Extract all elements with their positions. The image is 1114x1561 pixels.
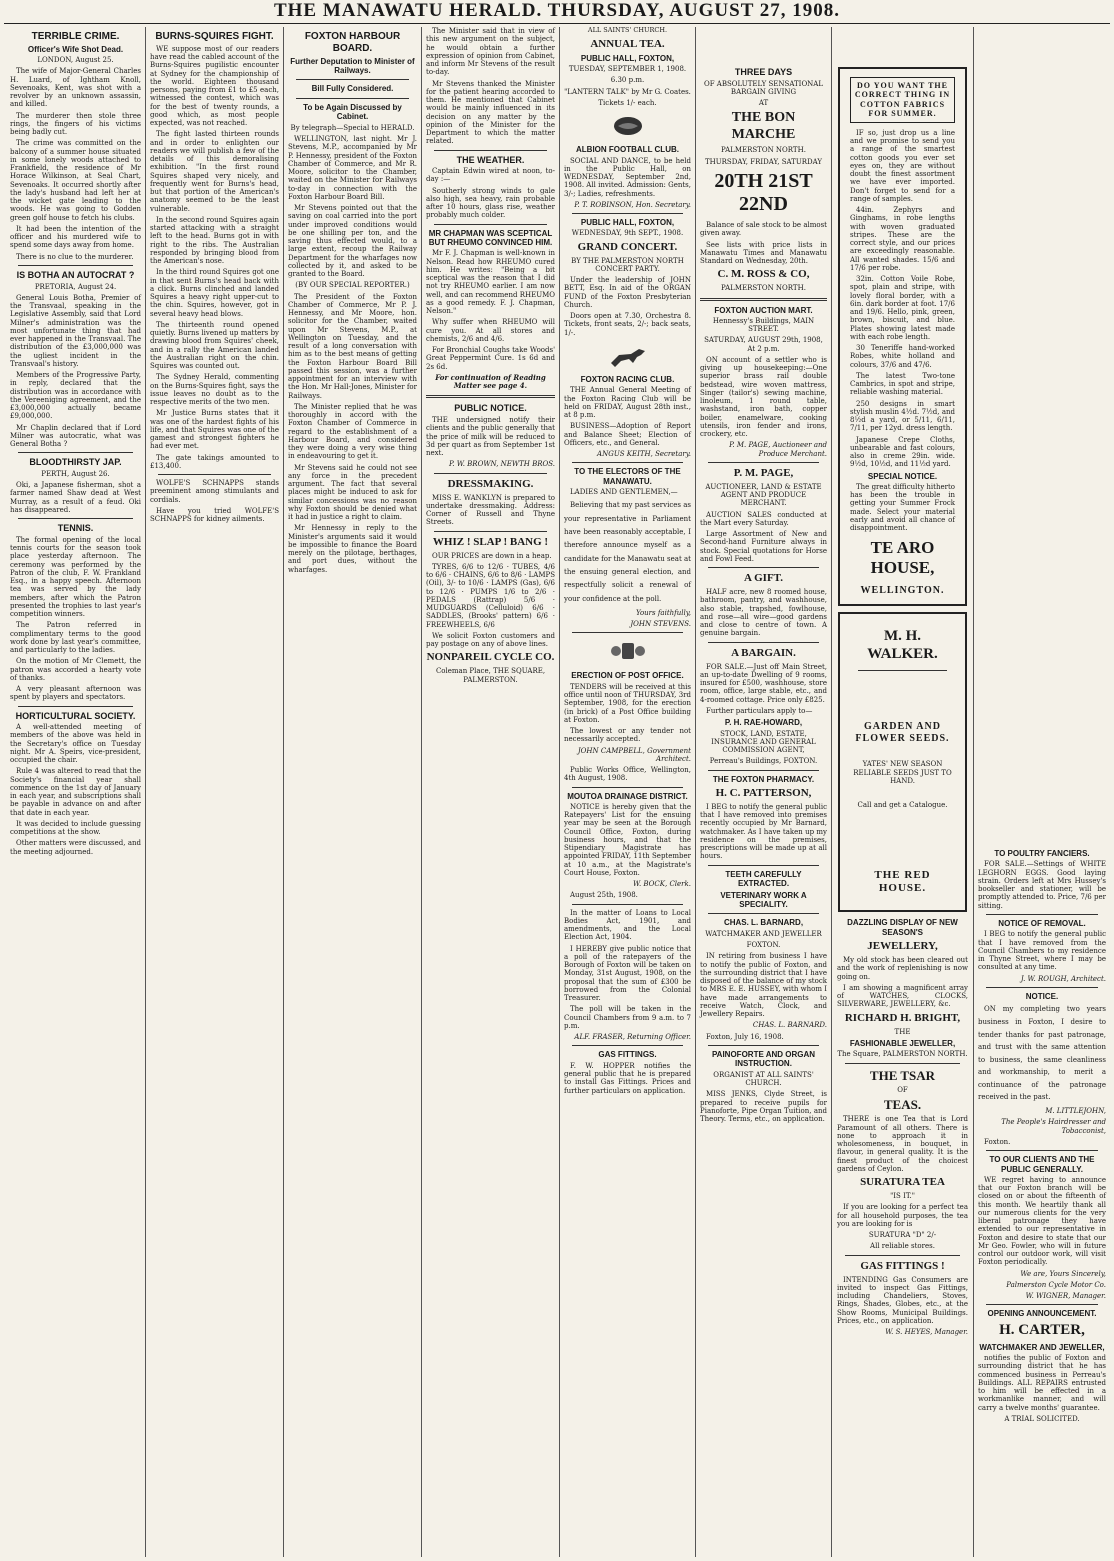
article-paragraph: August 25th, 1908. (570, 891, 638, 900)
ad-line: VETERINARY WORK A SPECIALITY. (720, 890, 807, 910)
signature: JOHN STEVENS. (630, 620, 691, 629)
sale-dates: 20TH 21ST 22ND (714, 169, 813, 216)
church-name: ALL SAINTS' CHURCH. (587, 27, 668, 34)
headline-teas: TEAS. (883, 1097, 922, 1113)
article-paragraph: notifies the public of Foxton and surrounding district that he has commenced business in Perreau's Buildings. ALL REPAIRS entrusted to him will be effected in a workmanlike manner, and will carry a twelve months' guarantee. (978, 1354, 1106, 1412)
divider (708, 462, 819, 463)
divider (296, 98, 409, 99)
divider (845, 1063, 960, 1064)
ad-detail: SURATURA "D" 2/- (868, 1231, 937, 1240)
headline-albion: ALBION FOOTBALL CLUB. (576, 145, 679, 155)
divider (858, 670, 947, 671)
article-paragraph: Public Works Office, Wellington, 4th August, 1908. (564, 766, 691, 783)
article-paragraph: LADIES AND GENTLEMEN,— (570, 488, 678, 497)
article-paragraph: I BEG to notify the general public that I have removed into premises recently occupied by Mr Barnard, watchmaker. As I have taken up my residence on the premises, prescriptions will be made up at all hours. (700, 802, 827, 861)
advertiser-address: Coleman Place, THE SQUARE, PALMERSTON. (435, 667, 546, 684)
headline-whiz-slap-bang: WHIZ ! SLAP ! BANG ! (432, 535, 549, 548)
advertiser-name: H. CARTER, (999, 1321, 1085, 1338)
article-paragraph: In the third round Squires got one in that sent Burns's head back with a click. Burns clinched and landed Squires a heavy right upper-cut to the chin. Squires, however, got in several heavy head blows. (150, 268, 279, 318)
mart-date: SATURDAY, AUGUST 29th, 1908, At 2 p.m. (704, 336, 823, 353)
article-paragraph: FOR SALE.—Just off Main Street, an up-to-date Dwelling of 9 rooms, insured for £500, washhouse, store room, office, large stable, etc., and 4-roomed cottage. Price only £825. (700, 662, 827, 704)
advertiser-town: PALMERSTON NORTH. (721, 284, 806, 293)
article-paragraph: 250 designs in smart stylish muslin 4½d. 7½d, and 8½d a yard, or 5/11, 6/11, 7/11, per 12yd. dress length. (850, 399, 955, 433)
article-paragraph: AUCTION SALES conducted at the Mart every Saturday. (700, 510, 827, 527)
headline-racing-club: FOXTON RACING CLUB. (580, 374, 675, 384)
column-1 (6, 27, 146, 1557)
article-paragraph: Other matters were discussed, and the meeting adjourned. (10, 839, 141, 856)
article-paragraph: A very pleasant afternoon was spent by players and spectators. (10, 685, 141, 702)
article-paragraph: The crime was committed on the balcony of a summer house situated in some lonely woods attached to Frankfield, the residence of Mr Horace Wilkinson, at Seal Chart, Sevenoaks. It occurred shortly after the lady's husband had left her at the wicket gate leading to the woods. He was going to Godden green golf house to fetch his clubs. (10, 139, 141, 222)
article-paragraph: I HEREBY give public notice that a poll of the ratepayers of the Borough of Foxton will be taken on Monday, 31st August, 1908, on the proposal that the sum of £300 be borrowed from the Colonial Treasurer. (564, 944, 691, 1003)
football-emblem-icon (605, 111, 651, 141)
article-paragraph: The President of the Foxton Chamber of Commerce, Mr P. J. Hennessy, and Mr Moore, hon. solicitor for the Chamber, waited upon Mr Stevens, M.P., at Wellington on Tuesday, and the result of a long conversation with him as to the best means of getting the Foxton Harbour Board Bill passed this session, was a further appointment for an interview with the Hon. Mr Hall-Jones, Minister for Railways. (288, 292, 417, 400)
headline-opening: OPENING ANNOUNCEMENT. (987, 1309, 1097, 1319)
article-paragraph: HALF acre, new 8 roomed house, bathroom, pantry, and washhouse, also stable, trapshed, fowlhouse, and rose—all wire—good gardens and close to centre of town. A genuine bargain. (700, 588, 827, 638)
venue: PUBLIC HALL, FOXTON, (580, 53, 675, 63)
article-paragraph: THERE is one Tea that is Lord Paramount of all others. There is none to approach it in wholesomeness, in bouquet, in flavour, in general quality. It is the finest product of the choicest gardens of Ceylon. (837, 1115, 968, 1173)
advertiser-name: CHAS. L. BARNARD, (723, 918, 804, 928)
signature: W. WIGNER, Manager. (1025, 1292, 1106, 1301)
ad-box-te-aro (838, 67, 967, 606)
article-paragraph: The Minister said that in view of this new argument on the subject, he would obtain a further expression of opinion from Cabinet, and inform Mr Stevens of the result to-day. (426, 27, 555, 77)
ad-detail: AT (758, 99, 769, 108)
event-time: 6.30 p.m. (610, 76, 645, 85)
divider (572, 632, 683, 633)
mart-address: Hennessy's Buildings, MAIN STREET. (712, 316, 815, 334)
headline-a-bargain: A BARGAIN. (731, 646, 796, 659)
ad-subhead: FASHIONABLE JEWELLER, (849, 1038, 956, 1048)
article-paragraph: 44in. Zephyrs and Ginghams, in robe lengths with woven graduated stripes. These are the correct style, and our prices are exceedingly reasonable. All wanted shades. 15/6 and 17/6 per robe. (850, 206, 955, 272)
article-paragraph: ON my completing two years business in Foxton, I desire to tender thanks for past patronage, and trust with the same attention to business, the same cleanliness and workmanship, to merit a continuance of the patronage received in the past. (978, 1005, 1106, 1102)
signature: JOHN CAMPBELL, Government Architect. (577, 746, 691, 763)
article-paragraph: The murderer then stole three rings, the fingers of his victims being badly cut. (10, 111, 141, 137)
article-paragraph: I am showing a magnificent array of WATCHES, CLOCKS, SILVERWARE, JEWELLERY, &c. (837, 983, 968, 1009)
article-paragraph: IF so, just drop us a line and we promise to send you a range of the smartest cotton goods you ever set eyes on, they are without doubt the finest assortment we have ever imported. Don't forget to send for a range of samples. (850, 128, 955, 203)
headline-pm-page: P. M. PAGE, (733, 466, 794, 479)
article-paragraph: Mr Chaplin declared that if Lord Milner was autocratic, what was General Botha ? (10, 423, 141, 449)
article-paragraph: I BEG to notify the general public that I have removed from the Council Chambers to my residence in Thyne Street, where I may be consulted at any time. (978, 930, 1106, 972)
headline-foxton-pharmacy: THE FOXTON PHARMACY. (712, 774, 815, 784)
store-town: PALMERSTON NORTH. (721, 146, 806, 155)
advertiser-name: C. M. ROSS & CO, (717, 268, 810, 281)
headline-post-office: ERECTION OF POST OFFICE. (571, 671, 684, 681)
headline-tsar: THE TSAR (869, 1067, 936, 1083)
blank-space (978, 27, 1106, 847)
article-paragraph: The Minister replied that he was thoroughly in accord with the Foxton Chamber of Commerce in regard to the establishment of a Harbour Board, and considered they were doing a very wise thing in endeavouring to get it. (288, 402, 417, 461)
article-paragraph: Members of the Progressive Party, in reply, declared that the distribution was in accordance with the Vereeniging agreement, and the £3,000,000 actually became £9,000,000. (10, 371, 141, 421)
article-paragraph: 30 Teneriffe hand-worked Robes, white holland and colours, 37/6 and 47/6. (850, 344, 955, 369)
subhead: Bill Fully Considered. (311, 84, 394, 94)
article-paragraph: The thirteenth round opened quietly. Burns livened up matters by drawing blood from Squires' cheek, and in a rally the American landed the Australian right on the chin. Squires was counted out. (150, 320, 279, 371)
signature: W. S. HEYES, Manager. (885, 1328, 968, 1337)
advertiser-name: M. H. WALKER. (867, 628, 938, 663)
column-2 (146, 27, 284, 1557)
divider (434, 531, 547, 532)
article-paragraph: Mr Stevens thanked the Minister for the patient hearing accorded to them. He mentioned that Cabinet would be mainly influenced in its decision on any matter by the opinion of the Minister for the Department to which the matter related. (426, 79, 555, 146)
article-paragraph: On the motion of Mr Clemett, the patron was accorded a hearty vote of thanks. (10, 657, 141, 682)
jewellery-ad (832, 918, 973, 1336)
cotton-title: DO YOU WANT THE CORRECT THING IN COTTON FABRICS FOR SUMMER. (854, 81, 951, 119)
article-paragraph: Under the leadership of JOHN BETT, Esq. In aid of the ORGAN FUND of the Foxton Presbyterian Church. (564, 276, 691, 309)
divider (158, 474, 271, 475)
divider (572, 1045, 683, 1046)
price-list: TYRES, 6/6 to 12/6 · TUBES, 4/6 to 6/6 · CHAINS, 6/6 to 8/6 · LAMPS (Oil), 3/- to 10/6 · LAMPS (Gas), 6/6 to 12/6 · PUMPS 1/6 to 2/6 · PEDALS (Rattrap) 5/6 · MUDGUARDS (Celluloid) 6/6 · SADDLES, (Brooks' pattern) 6/6 · FREEWHEELS, 6/6 (426, 562, 555, 629)
article-paragraph: For Bronchial Coughs take Woods' Great Peppermint Cure. 1s 6d and 2s 6d. (426, 346, 555, 371)
article-paragraph: Mr F. J. Chapman is well-known in Nelson. Read how RHEUMO cured him. He writes: "Being a bit sceptical was the reason that I did not try RHEUMO earlier. I am now well, and can recommend RHEUMO as a good remedy. F. J. Chapman, Nelson." (426, 249, 555, 316)
signature: P. T. ROBINSON, Hon. Secretary. (574, 200, 691, 209)
divider (572, 787, 683, 788)
headline-botha: IS BOTHA AN AUTOCRAT ? (16, 269, 135, 280)
event-date: TUESDAY, SEPTEMBER 1, 1908. (568, 65, 687, 74)
ad-subhead: WATCHMAKER AND JEWELLER, (979, 1342, 1105, 1352)
headline-notice: NOTICE. (1025, 991, 1059, 1001)
ad-wolfes-schnapps: WOLFE'S SCHNAPPS stands preeminent among stimulants and cordials. (150, 479, 279, 504)
article-paragraph: It had been the intention of the officer and his murdered wife to spend some days away from home. (10, 224, 141, 250)
signature: M. LITTLEJOHN, (1045, 1107, 1106, 1116)
signature: We are, Yours Sincerely, (1020, 1269, 1106, 1278)
column-5 (560, 27, 696, 1557)
article-paragraph: F. W. HOPPER notifies the general public that he is prepared to install Gas Fittings. Prices and further particulars on application. (564, 1061, 691, 1095)
article-paragraph: In the matter of Loans to Local Bodies Act, 1901, and amendments, and the Local Election Act, 1904. (564, 908, 691, 942)
divider (572, 904, 683, 905)
column-8 (974, 27, 1110, 1557)
advertiser-address: The Square, PALMERSTON NORTH. (837, 1050, 968, 1059)
divider (708, 1045, 819, 1046)
divider (426, 395, 555, 398)
headline-poultry: TO POULTRY FANCIERS. (994, 849, 1090, 858)
article-paragraph: The Patron referred in complimentary terms to the good work done by last year's committee, and particularly to the ladies. (10, 621, 141, 655)
article-paragraph: If you are looking for a perfect tea for all household purposes, the tea you are looking for is (837, 1203, 968, 1228)
article-paragraph: IN retiring from business I have to notify the public of Foxton, and the surrounding district that I have disposed of the balance of my stock to MRS E. E. HUSSEY, with whom I have made arrangements to receive Watch, Clock, and Jewellery Repairs. (700, 952, 827, 1019)
headline-terrible-crime: TERRIBLE CRIME. (31, 31, 120, 42)
advertiser-name: RICHARD H. BRIGHT, (844, 1011, 961, 1024)
headline-horticultural: HORTICULTURAL SOCIETY. (15, 710, 136, 721)
signature: Yours faithfully, (635, 608, 691, 617)
article-paragraph: TENDERS will be received at this office until noon of THURSDAY, 3rd September, 1908, for the erection (in brick) of a Post Office building at Foxton. (564, 682, 691, 724)
article-paragraph: Mr Stevens said he could not see any force in the precedent argument. The fact that several places might be induced to ask for similar concessions was no reason why Foxton should be denied what it had in justice a right to claim. (288, 463, 417, 522)
ad-detail: Call and get a Catalogue. (857, 801, 948, 810)
article-paragraph: In the second round Squires again started attacking with a straight left to the head. Burns got in with right to the ribs. The Australian responded by bringing blood from the American's nose. (150, 215, 279, 266)
article-paragraph: The lowest or any tender not necessarily accepted. (564, 727, 691, 744)
ad-detail: THE (894, 1027, 911, 1036)
article-paragraph: The great difficulty hitherto has been the trouble in getting your Summer Frock made. Select your material early and avoid all chance of disappointment. (850, 482, 955, 533)
ad-subhead: OF ABSOLUTELY SENSATIONAL BARGAIN GIVING (703, 79, 824, 96)
article-paragraph: Balance of sale stock to be almost given away. (700, 221, 827, 238)
dateline: PERTH, August 26. (41, 469, 110, 478)
headline-dressmaking: DRESSMAKING. (447, 477, 534, 490)
column-6 (696, 27, 832, 1557)
article-paragraph: Mr Stevens pointed out that the saving on coal carried into the port under improved conditions would be one shilling per ton, and the saving thus effected would, to a large extent, recoup the Railway Department for the wharfages now collected by it, and asked to be granted to the Board. (288, 204, 417, 279)
article-paragraph: The latest Two-tone Cambrics, in spot and stripe, reliable washing material. (850, 371, 955, 397)
ad-subhead: DAZZLING DISPLAY OF NEW SEASON'S (847, 918, 958, 937)
article-paragraph: 32in. Cotton Voile Robe, spot, plain and stripe, with lovely floral border, with a 6in. dark border at foot. 17/6 and 19/6. Hello, pink, green, brown, biscuit, and blue. Plates showing latest made with each robe length. (850, 275, 955, 341)
article-paragraph: It was decided to include guessing competitions at the show. (10, 819, 141, 837)
ad-detail: "IS IT." (890, 1192, 915, 1201)
ad-title: SURATURA TEA (860, 1176, 945, 1189)
signature: P. W. BROWN, NEWTH BROS. (449, 460, 555, 469)
headline-clients: TO OUR CLIENTS AND THE PUBLIC GENERALLY. (989, 1155, 1095, 1174)
divider (986, 914, 1098, 915)
sale-days: THURSDAY, FRIDAY, SATURDAY (704, 157, 823, 166)
article-paragraph: Captain Edwin wired at noon, to-day :— (426, 167, 555, 184)
event-detail: BY THE PALMERSTON NORTH CONCERT PARTY. (571, 256, 684, 273)
divider (434, 224, 547, 225)
article-paragraph: INTENDING Gas Consumers are invited to inspect Gas Fittings, including Chandeliers, Stoves, Rings, Shades, Globes, etc., at the Show Rooms, Municipal Buildings. Prices, etc., on application. (837, 1275, 968, 1325)
store-name: THE RED HOUSE. (874, 869, 931, 895)
headline-gas-fittings: GAS FITTINGS. (598, 1050, 657, 1060)
headline-removal: NOTICE OF REMOVAL. (998, 918, 1086, 928)
column-7 (832, 27, 974, 1557)
special-notice: SPECIAL NOTICE. (867, 471, 938, 481)
ad-subhead: WATCHMAKER AND JEWELLER (705, 929, 822, 938)
headline-burns-squires: BURNS-SQUIRES FIGHT. (155, 31, 274, 42)
ad-subhead: AUCTIONEER, LAND & ESTATE AGENT AND PRODUCE MERCHANT. (705, 482, 822, 508)
event-detail: "LANTERN TALK" by Mr G. Coates. (564, 87, 691, 96)
divider (700, 298, 827, 301)
ad-box-walker (838, 612, 967, 912)
article-paragraph: ON account of a settler who is giving up housekeeping:—One superior brass rail double bedstead, wire woven mattress, Singer (tailor's) sewing machine, linoleum, 1 round table, washstand, iron bath, copper boiler, enamelware, cooking utensils, iron fender and irons, crockery, etc. (700, 355, 827, 439)
signature: ANGUS KEITH, Secretary. (597, 450, 691, 459)
divider (845, 1255, 960, 1256)
divider (572, 213, 683, 214)
article-paragraph: Mr Hennessy in reply to the Minister's arguments said it would be impossible to finance the Board merely on the pilotage, berthages, and port dues, without the wharfages. (288, 524, 417, 574)
divider (708, 913, 819, 914)
venue: PUBLIC HALL, FOXTON, (580, 218, 675, 227)
signature: P. M. PAGE, Auctioneer and Produce Merchant. (729, 441, 827, 458)
article-paragraph: General Louis Botha, Premier of the Transvaal, speaking in the Legislative Assembly, said that Lord Milner's administration was the most unfortunate thing that had ever happened in the Transvaal. The distribution of the £3,000,000 was the ugliest incident in the Transvaal's history. (10, 293, 141, 368)
signature: W. BOCK, Clerk. (632, 880, 691, 889)
divider (708, 567, 819, 568)
article-paragraph: FOR SALE.—Settings of WHITE LEGHORN EGGS. Good laying strain. Orders left at Mrs Hussey's bookseller and stationer, will be promptly attended to. Price, 7/6 per sitting. (978, 860, 1106, 910)
ad-detail: OF (897, 1085, 908, 1094)
article-paragraph: Doors open at 7.30, Orchestra 8. Tickets, front seats, 2/-; back seats, 1/-. (564, 312, 691, 337)
article-paragraph: The fight lasted thirteen rounds and in order to enlighten our readers we will publish a few of the details of this demoralising exhibition. "In the first round Squires shaped very nicely, and frequently went for Burns's head, but that portion of the American's anatomy seemed to be the least vulnerable. (150, 130, 279, 213)
seeds-title: GARDEN AND FLOWER SEEDS. (855, 720, 950, 744)
headline-bloodthirsty-jap: BLOODTHIRSTY JAP. (29, 457, 122, 468)
divider (708, 770, 819, 771)
article-paragraph: SOCIAL AND DANCE, to be held in the Public Hall, on WEDNESDAY, September 2nd, 1908. All invited. Admission: Gents, 3/-; Ladies, refreshments. (564, 156, 691, 198)
article-paragraph: THE undersigned notify their clients and the public generally that the price of milk will be reduced to 3d per quart as from September 1st next. (426, 416, 555, 458)
headline-tennis: TENNIS. (57, 523, 94, 534)
divider (18, 452, 133, 453)
byline: (BY OUR SPECIAL REPORTER.) (295, 281, 410, 290)
divider (986, 987, 1098, 988)
headline-weather: THE WEATHER. (456, 154, 525, 165)
subhead: Further Deputation to Minister of Railways. (290, 56, 415, 76)
article-paragraph: Further particulars apply to— (706, 706, 813, 715)
column-3 (284, 27, 422, 1557)
article-paragraph: A well-attended meeting of members of the above was held in the Secretary's office on Tuesday night. Mr A. Speirs, vice-president, occupied the chair. (10, 723, 141, 765)
article-paragraph: NOTICE is hereby given that the Ratepayers' List for the ensuing year may be seen at the Borough Council Office, Foxton, during business hours, and that the Stipendiary Magistrate has appointed FRIDAY, 11th September at 10 a.m., at the Magistrate's Court House, Foxton. (564, 802, 691, 877)
dateline: PRETORIA, August 24. (34, 282, 117, 291)
headline-auction-mart: FOXTON AUCTION MART. (714, 305, 813, 315)
coat-of-arms-icon (605, 637, 651, 667)
signature: The People's Hairdresser and Tobacconist, (1001, 1118, 1106, 1135)
ad-subhead: STOCK, LAND, ESTATE, INSURANCE AND GENERAL COMMISSION AGENT, (711, 729, 816, 755)
article-paragraph: Foxton, July 16, 1908. (706, 1032, 784, 1041)
racehorse-icon (605, 341, 651, 371)
ad-detail: All reliable stores. (870, 1242, 935, 1251)
ad-line: TEETH CAREFULLY EXTRACTED. (725, 869, 802, 889)
article-paragraph: Japanese Crepe Cloths, unbearable and fast colours, also in creme 29in. wide. 9½d, 10½d, and 11½d yard. (850, 435, 955, 469)
column-4 (422, 27, 560, 1557)
article-paragraph: The formal opening of the local tennis courts for the season took place yesterday afternoon. The ceremony was performed by the Patron of the club, F. W. Frankland Esq., in a happy speech. Afternoon tea was served by the lady members, after which the Patron presented the trophies to last year's competition winners. (10, 535, 141, 619)
store-name: THE BON MARCHE (731, 110, 796, 142)
signature: J. W. ROUGH, Architect. (1020, 974, 1106, 983)
article-paragraph: WE suppose most of our readers have read the cabled account of the Burns-Squires pugilistic encounter at Sydney for the championship of the world. Eighteen thousand persons, paying from £1 to £5 each, witnessed the contest, which was for the best of twenty rounds, a good which, as most people expected, was not reached. (150, 44, 279, 128)
article-paragraph: BUSINESS—Adoption of Report and Balance Sheet; Election of Officers, etc., and General. (564, 422, 691, 447)
divider (708, 865, 819, 866)
article-paragraph: The wife of Major-General Charles H. Luard, of Ightham Knoll, Sevenoaks, Kent, was shot with a revolver by an unknown assassin, and killed. (10, 67, 141, 109)
headline-foxton-harbour: FOXTON HARBOUR BOARD. (304, 31, 401, 54)
ad-detail: YATES' NEW SEASON RELIABLE SEEDS JUST TO HAND. (853, 760, 952, 785)
divider (986, 1304, 1098, 1305)
article-paragraph: Foxton. (984, 1137, 1011, 1146)
advertiser-name: H. C. PATTERSON, (715, 787, 812, 800)
article-paragraph: MISS E. WANKLYN is prepared to undertake dressmaking. Address: Corner of Russell and Thyne Streets. (426, 493, 555, 527)
ad-title: JEWELLERY, (867, 940, 938, 953)
article-paragraph: Believing that my past services as your representative in Parliament have been reasonably acceptable, I therefore announce myself as a candidate for the Manawatu seat at the ensuing general election, and respectfully solicit a renewal of your confidence at the poll. (564, 501, 691, 603)
divider (18, 706, 133, 707)
masthead: THE MANAWATU HERALD. THURSDAY, AUGUST 27, 1908. (273, 0, 841, 21)
article-paragraph: MISS JENKS, Clyde Street, is prepared to receive pupils for Pianoforte, Pipe Organ Tuition, and Theory. Terms, etc., on application. (700, 1090, 827, 1124)
headline-grand-concert: GRAND CONCERT. (577, 240, 678, 253)
event-detail: Tickets 1/- each. (598, 98, 657, 107)
advertiser-name: P. H. RAE-HOWARD, (724, 718, 803, 728)
headline-three-days: THREE DAYS (734, 67, 793, 77)
dateline: LONDON, August 25. (37, 56, 114, 65)
divider (708, 642, 819, 643)
article-paragraph: My old stock has been cleared out and the work of replenishing is now going on. (837, 956, 968, 981)
article-paragraph: Large Assortment of New and Second-hand Furniture always in stock. Special quotations for Horse and Fowl Feed. (700, 530, 827, 563)
divider (572, 462, 683, 463)
article-paragraph: Mr Justice Burns states that it was one of the hardest fights of his life, and that Squires was one of the gamest and strongest fighters he had ever met. (150, 409, 279, 451)
masthead-rule (4, 23, 1110, 24)
article-paragraph: Southerly strong winds to gale also high, sea heavy, rain probable after 10 hours, glass rise, weather probably much colder. (426, 186, 555, 220)
advertiser-address: Perreau's Buildings, FOXTON. (709, 757, 818, 766)
subhead-officers-wife: Officer's Wife Shot Dead. (27, 44, 124, 54)
article-paragraph: Rule 4 was altered to read that the Society's financial year shall commence on the 1st day of January in each year, and subscriptions shall be payable in advance on and after that date in each year. (10, 767, 141, 817)
headline-public-notice: PUBLIC NOTICE. (454, 403, 527, 414)
headline-pianoforte: PAINOFORTE AND ORGAN INSTRUCTION. (711, 1049, 816, 1069)
article-paragraph: The Sydney Herald, commenting on the Burns-Squires fight, says the issue leaves no doubt as to the respective merits of the two men. (150, 373, 279, 407)
ad-detail: A TRIAL SOLICITED. (1004, 1414, 1080, 1423)
headline-chapman: MR CHAPMAN WAS SCEPTICAL BUT RHEUMO CONVINCED HIM. (428, 228, 553, 248)
divider (296, 79, 409, 80)
cotton-title-box (850, 77, 955, 123)
headline-gas-fittings: GAS FITTINGS ! (860, 1259, 945, 1272)
article-paragraph: THE Annual General Meeting of the Foxton Racing Club will be held on FRIDAY, August 28th inst., at 8 p.m. (564, 386, 691, 420)
signature: ALF. FRASER, Returning Officer. (574, 1033, 691, 1042)
divider (18, 518, 133, 519)
subhead: To be Again Discussed by Cabinet. (303, 102, 402, 122)
article-paragraph: We solicit Foxton customers and pay postage on any of above lines. (426, 631, 555, 649)
headline-annual-tea: ANNUAL TEA. (590, 37, 665, 50)
signature: Palmerston Cycle Motor Co. (1006, 1280, 1106, 1289)
advertiser-town: FOXTON. (746, 941, 781, 950)
continuation-note: For continuation of Reading Matter see page 4. (435, 372, 546, 391)
headline-electors: TO THE ELECTORS OF THE MANAWATU. (574, 467, 681, 486)
advertiser-name: NONPAREIL CYCLE CO. (426, 651, 555, 664)
headline-moutoa: MOUTOA DRAINAGE DISTRICT. (567, 791, 688, 801)
article-paragraph: See lists with price lists in Manawatu Times and Manawatu Standard on Wednesday, 20th. (700, 240, 827, 266)
event-date: WEDNESDAY, 9th SEPT., 1908. (571, 229, 684, 238)
divider (434, 150, 547, 151)
divider (434, 473, 547, 474)
store-town: WELLINGTON. (860, 584, 945, 596)
article-paragraph: The gate takings amounted to £13,400. (150, 453, 279, 470)
article-paragraph: WE regret having to announce that our Foxton branch will be closed on or about the fifteenth of this month. We heartily thank all our numerous clients for the very liberal patronage they have extended to our representative in Foxton and desire to state that our Mr Geo. Fowler, who will in future control our outdoor work, will visit Foxton periodically. (978, 1175, 1106, 1267)
article-paragraph: There is no clue to the murderer. (16, 252, 134, 261)
article-paragraph: OUR PRICES are down in a heap. (432, 551, 552, 560)
article-paragraph: The poll will be taken in the Council Chambers from 9 a.m. to 7 p.m. (564, 1005, 691, 1030)
divider (986, 1150, 1098, 1151)
ad-subhead: ORGANIST AT ALL SAINTS' CHURCH. (713, 1070, 814, 1088)
ad-wolfes-schnapps: Have you tried WOLFE'S SCHNAPPS for kidney ailments. (150, 506, 279, 524)
article-paragraph: Oki, a Japanese fisherman, shot a farmer named Shaw dead at West Murray, as a result of a feud. Oki has disappeared. (10, 481, 141, 514)
article-paragraph: Why suffer when RHEUMO will cure you. At all stores and chemists, 2/6 and 4/6. (426, 318, 555, 343)
signature: CHAS. L. BARNARD. (752, 1021, 827, 1030)
headline-a-gift: A GIFT. (744, 572, 783, 585)
article-paragraph: WELLINGTON, last night. Mr J. Stevens, M.P., accompanied by Mr P. Hennessy, president of the Foxton Chamber of Commerce, and Mr R. Moore, solicitor to the Chamber, waited on the Minister for Railways to-day in connection with the Foxton Harbour Board Bill. (288, 135, 417, 201)
divider (18, 265, 133, 266)
byline: By telegraph—Special to HERALD. (290, 123, 415, 132)
store-name: TE ARO HOUSE, (870, 538, 935, 578)
